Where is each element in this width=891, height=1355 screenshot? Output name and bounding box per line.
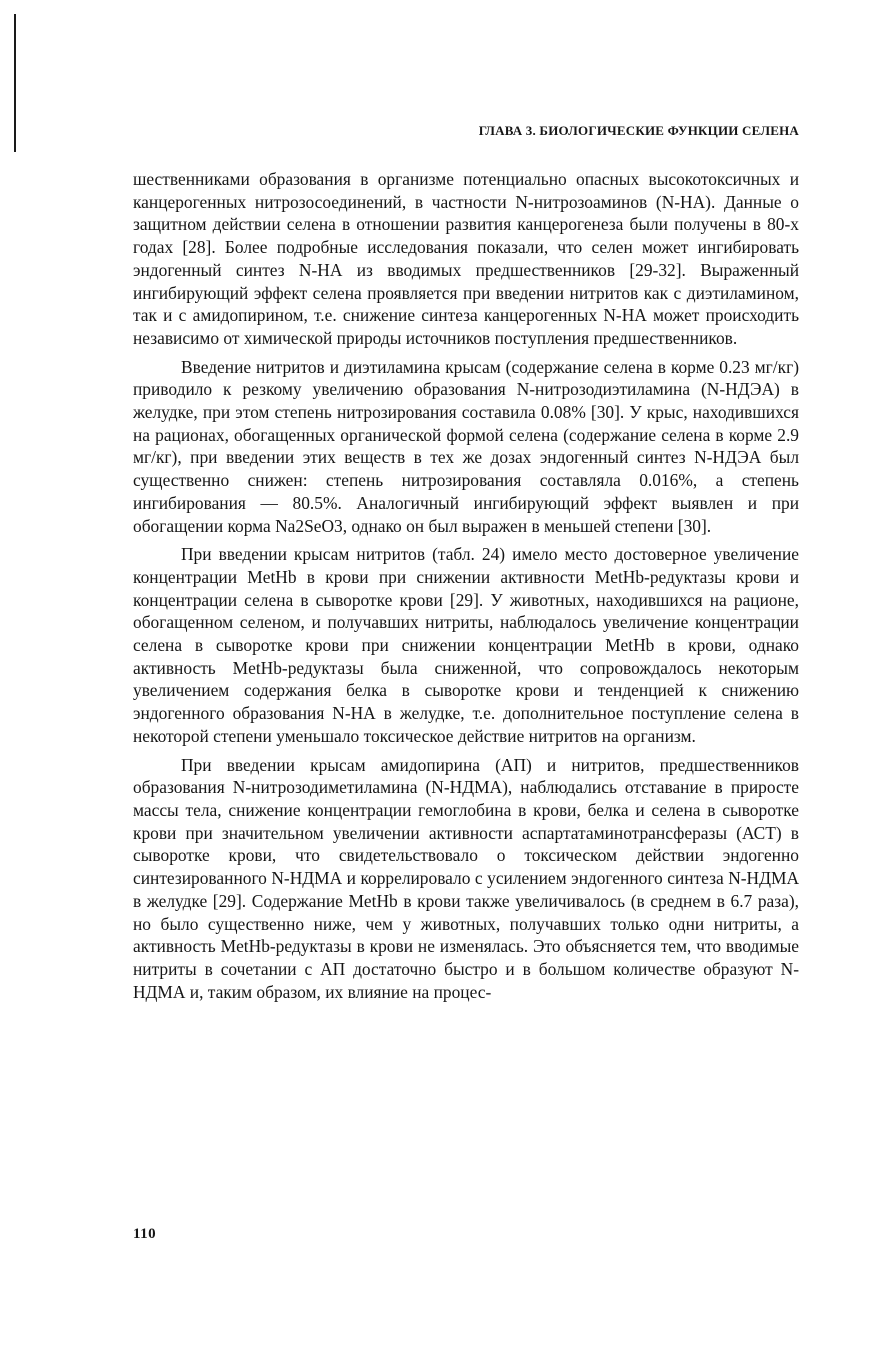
paragraph-3: При введении крысам нитритов (табл. 24) имело место достоверное увеличение концентрации MetHb в крови при снижении активности MetHb-редуктазы крови и концентрации селена в сыворотке крови [29]. У животных, находившихся на рационе, обогащенном селеном, и получавших нитриты, наблюдалось увеличение концентрации селена в сыворотке крови при снижении концентрации MetHb в крови, однако активность MetHb-редуктазы была сниженной, что сопровождалось некоторым увеличением содержания белка в сыворотке крови и тенденцией к снижению эндогенного образования N-НА в желудке, т.е. дополнительное поступление селена в некоторой степени уменьшало токсическое действие нитритов на организм. [133,544,799,746]
body-text [133,168,799,1009]
paragraph-1: шественниками образования в организме потенциально опасных высокотоксичных и канцерогенных нитрозосоединений, в частности N-нитрозоаминов (N-НА). Данные о защитном действии селена в отношении развития канцерогенеза были получены в 80-х годах [28]. Более подробные исследования показали, что селен может ингибировать эндогенный синтез N-НА из вводимых предшественников [29-32]. Выраженный ингибирующий эффект селена проявляется при введении нитритов как с диэтиламином, так и с амидопирином, т.е. снижение синтеза канцерогенных N-НА может происходить независимо от химической природы источников поступления предшественников. [133,169,799,348]
page-number: 110 [133,1226,157,1242]
margin-rule [14,14,16,152]
running-head: ГЛАВА 3. БИОЛОГИЧЕСКИЕ ФУНКЦИИ СЕЛЕНА [478,123,799,138]
paragraph-4: При введении крысам амидопирина (АП) и нитритов, предшественников образования N-нитрозодиметиламина (N-НДМА), наблюдались отставание в приросте массы тела, снижение концентрации гемоглобина в крови, белка и селена в сыворотке крови при значительном увеличении активности аспартатаминотрансферазы (АСТ) в сыворотке крови, что свидетельствовало о токсическом действии эндогенно синтезированного N-НДМА и коррелировало с усилением эндогенного синтеза N-НДМА в желудке [29]. Содержание MetHb в крови также увеличивалось (в среднем в 6.7 раза), но было существенно ниже, чем у животных, получавших только одни нитриты, а активность MetHb-редуктазы в крови не изменялась. Это объясняется тем, что вводимые нитриты в сочетании с АП достаточно быстро и в большом количестве образуют N-НДМА и, таким образом, их влияние на процес- [133,754,799,1002]
paragraph-2: Введение нитритов и диэтиламина крысам (содержание селена в корме 0.23 мг/кг) приводило к резкому увеличению образования N-нитрозодиэтиламина (N-НДЭА) в желудке, при этом степень нитрозирования составила 0.08% [30]. У крыс, находившихся на рационах, обогащенных органической формой селена (содержание селена в корме 2.9 мг/кг), при введении этих веществ в тех же дозах эндогенный синтез N-НДЭА был существенно снижен: степень нитрозирования составляла 0.016%, а степень ингибирования — 80.5%. Аналогичный ингибирующий эффект выявлен и при обогащении корма Na2SeO3, однако он был выражен в меньшей степени [30]. [133,356,799,536]
